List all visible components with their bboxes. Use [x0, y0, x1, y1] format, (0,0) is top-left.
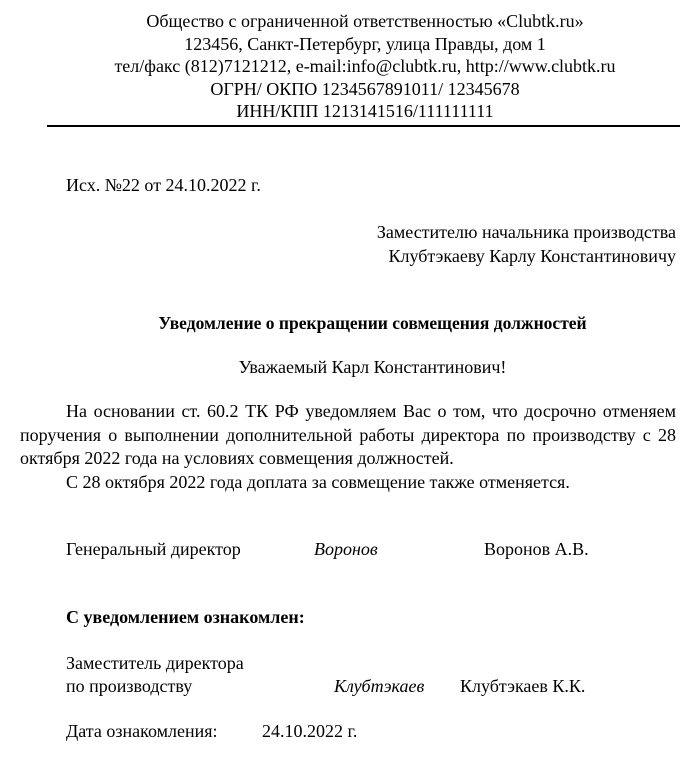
acknowledger-position-line1: Заместитель директора — [66, 653, 244, 673]
signatory-name: Воронов А.В. — [484, 539, 589, 559]
director-signature: Воронов — [314, 539, 378, 559]
acknowledger-position-line2: по производству — [66, 676, 193, 696]
outgoing-reference: Исх. №22 от 24.10.2022 г. — [66, 175, 261, 195]
body-paragraph-2: С 28 октября 2022 года доплата за совмещение также отменяется. — [66, 471, 570, 492]
letterhead-divider — [47, 125, 680, 127]
letterhead — [50, 10, 680, 123]
body-paragraph-1: На основании ст. 60.2 ТК РФ уведомляем Вас о том, что досрочно отменяем поручения о выполнении дополнительной работы директора по производству с 28 октября 2022 года на условиях совмещения должностей. — [20, 401, 676, 468]
addressee-block — [377, 220, 676, 268]
acknowledger-signature: Клубтэкаев — [334, 676, 425, 696]
organization-inn-kpp: ИНН/КПП 1213141516/111111111 — [236, 101, 494, 121]
acknowledgement-heading: С уведомлением ознакомлен: — [66, 607, 305, 627]
acknowledgement-date-label: Дата ознакомления: — [66, 721, 218, 741]
addressee-position: Заместителю начальника производства — [376, 222, 676, 242]
organization-name: Общество с ограниченной ответственностью «Clubtk.ru» — [146, 11, 584, 31]
salutation: Уважаемый Карл Константинович! — [238, 357, 507, 377]
addressee-name: Клубтэкаеву Карлу Константиновичу — [388, 246, 676, 266]
organization-ogrn-okpo: ОГРН/ ОКПО 1234567891011/ 12345678 — [210, 78, 520, 99]
document-title: Уведомление о прекращении совмещения должностей — [158, 313, 587, 333]
acknowledgement-date-value: 24.10.2022 г. — [262, 721, 358, 741]
signatory-position: Генеральный директор — [66, 539, 241, 559]
document-body — [20, 400, 676, 494]
acknowledger-name: Клубтэкаев К.К. — [460, 676, 586, 696]
organization-address: 123456, Санкт-Петербург, улица Правды, дом 1 — [184, 33, 546, 54]
organization-contacts: тел/факс (812)7121212, e-mail:info@clubtk.ru, http://www.clubtk.ru — [114, 56, 616, 76]
